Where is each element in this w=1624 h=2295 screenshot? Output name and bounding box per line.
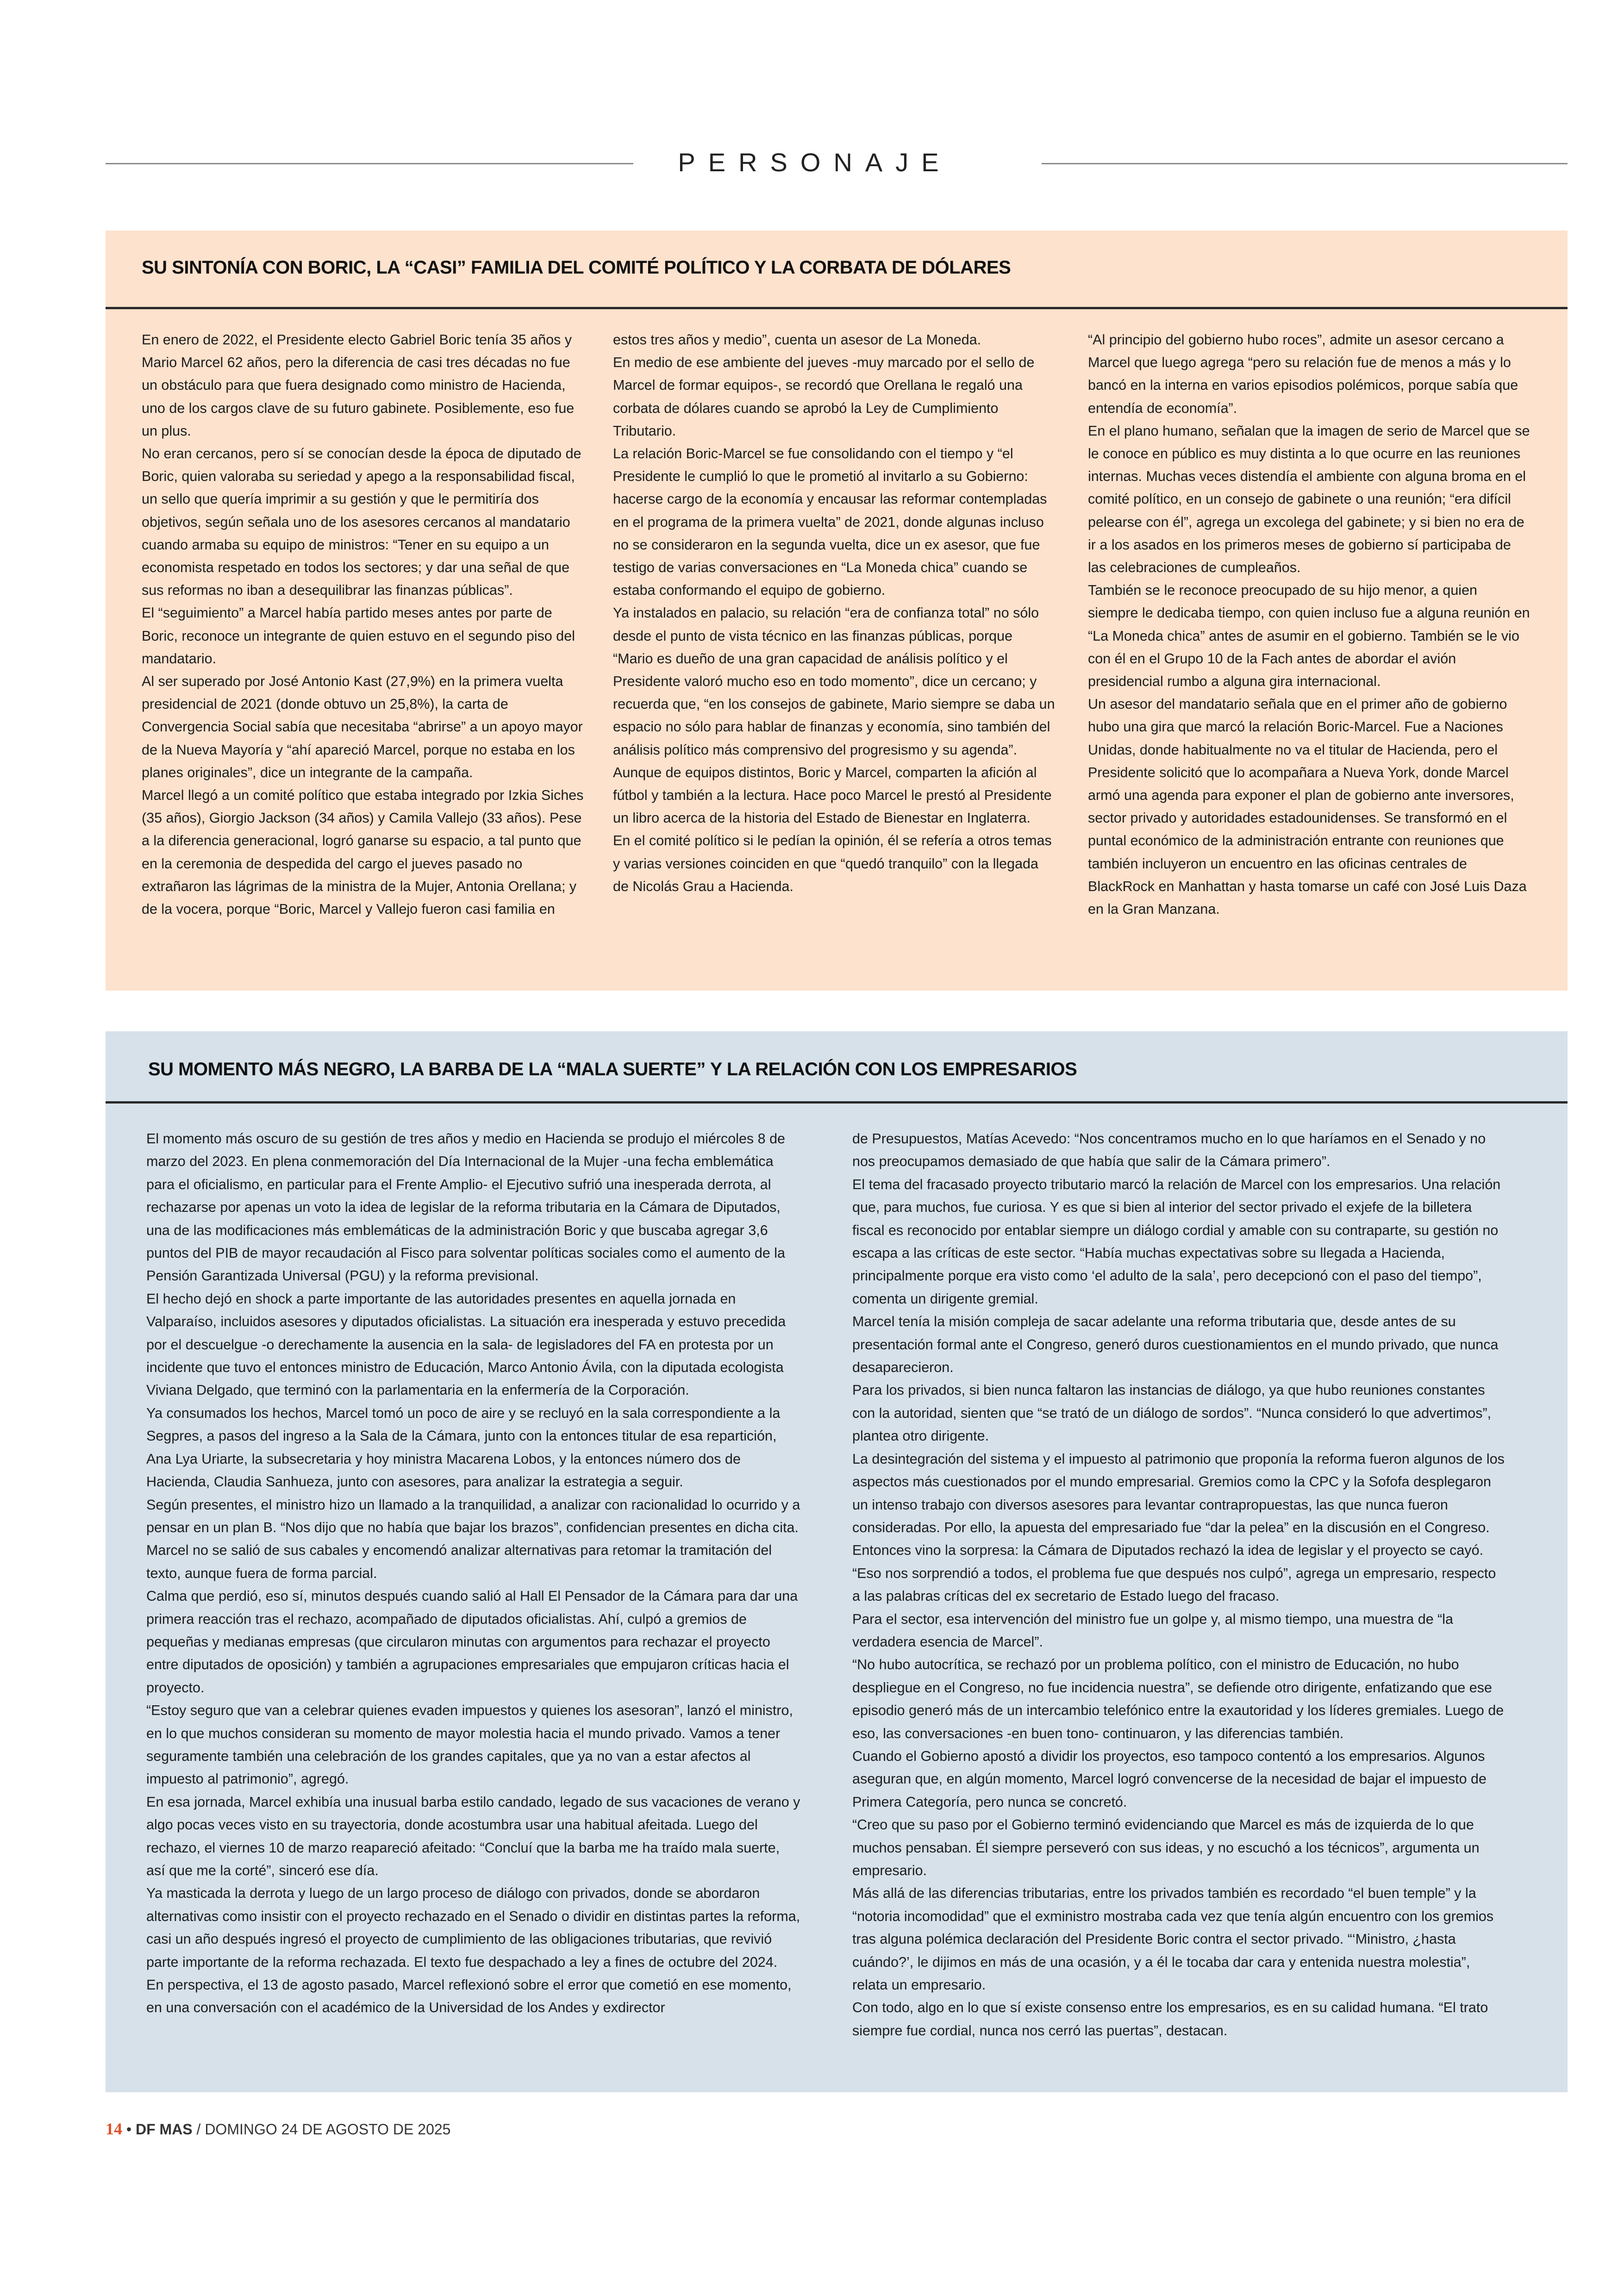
- box-title-band: [106, 231, 1568, 309]
- publication-date: DOMINGO 24 DE AGOSTO DE 2025: [205, 2121, 451, 2138]
- paragraph: “Creo que su paso por el Gobierno terminó evidenciando que Marcel es más de izquierda de lo que muchos pensaban. Él siempre perseveró con sus ideas, y no escuchó a los técnicos”, argumenta un empresario.: [852, 1817, 1480, 1878]
- paragraph: Ya instalados en palacio, su relación “era de confianza total” no sólo desde el punto de vista técnico en las finanzas públicas, porque “Mario es dueño de una gran capacidad de análisis político y el Presidente valoró mucho eso en todo momento”, dice un cercano; y recuerda que, “en los consejos de gabinete, Mario siempre se daba un espacio no sólo para hablar de finanzas y economía, sino también del análisis político más comprensivo del progresismo y su agenda”.: [613, 605, 1055, 758]
- paragraph: La desintegración del sistema y el impuesto al patrimonio que proponía la reforma fueron algunos de los aspectos más cuestionados por el mundo empresarial. Gremios como la CPC y la Sofofa desplegaron un intenso trabajo con diversos asesores para levantar contrapropuestas, las que nunca fueron consideradas. Por ello, la apuesta del empresariado fue “dar la pelea” en la discusión en el Congreso. Entonces vino la sorpresa: la Cámara de Diputados rechazó la idea de legislar y el proyecto se cayó. “Eso nos sorprendió a todos, el problema fue que después nos culpó”, agrega un empresario, respecto a las palabras críticas del ex secretario de Estado luego del fracaso.: [852, 1451, 1505, 1604]
- box-title: SU SINTONÍA CON BORIC, LA “CASI” FAMILIA DEL COMITÉ POLÍTICO Y LA CORBATA DE DÓLARES: [142, 257, 1011, 278]
- paragraph: En esa jornada, Marcel exhibía una inusual barba estilo candado, legado de sus vacaciones de verano y algo pocas veces visto en su trayectoria, donde acostumbra usar una habitual afeitada. Luego del rechazo, el viernes 10 de marzo reapareció afeitado: “Concluí que la barba me ha traído mala suerte, así que me la corté”, sinceró ese día.: [146, 1794, 800, 1878]
- article-box-momento-negro: [106, 1031, 1568, 2092]
- section-label: PERSONAJE: [678, 148, 952, 177]
- paragraph: “Al principio del gobierno hubo roces”, admite un asesor cercano a Marcel que luego agrega “pero su relación fue de menos a más y lo bancó en la interna en varios episodios polémicos, porque sabía que entendía de economía”.: [1088, 332, 1518, 416]
- paragraph: En el comité político si le pedían la opinión, él se refería a otros temas y varias versiones coinciden en que “quedó tranquilo” con la llegada de Nicolás Grau a Hacienda.: [613, 833, 1052, 894]
- footer-separator: /: [196, 2121, 201, 2138]
- paragraph: Un asesor del mandatario señala que en el primer año de gobierno hubo una gira que marcó la relación Boric-Marcel. Fue a Naciones Unidas, donde habitualmente no va el titular de Hacienda, pero el Presidente solicitó que lo acompañara a Nueva York, donde Marcel armó una agenda para exponer el plan de gobierno ante inversores, sector privado y autoridades estadounidenses. Se transformó en el puntal económico de la administración entrante con reuniones que también incluyeron un encuentro en las oficinas centrales de BlackRock en Manhattan y hasta tomarse un café con José Luis Daza en la Gran Manzana.: [1088, 696, 1527, 917]
- paragraph: Aunque de equipos distintos, Boric y Marcel, comparten la afición al fútbol y también a la lectura. Hace poco Marcel le prestó al Presidente un libro acerca de la historia del Estado de Bienestar en Inglaterra.: [613, 764, 1052, 826]
- article-box-sintonia: [106, 231, 1568, 991]
- paragraph: El momento más oscuro de su gestión de tres años y medio en Hacienda se produjo el miércoles 8 de marzo del 2023. En plena conmemoración del Día Internacional de la Mujer -una fecha emblemática para el oficialismo, en particular para el Frente Amplio- el Ejecutivo sufrió una inesperada derrota, al rechazarse por apenas un voto la idea de legislar de la reforma tributaria en la Cámara de Diputados, una de las modificaciones más emblemáticas de la administración Boric y que buscaba agregar 3,6 puntos del PIB de mayor recaudación al Fisco para solventar políticas sociales como el aumento de la Pensión Garantizada Universal (PGU) y la reforma previsional.: [146, 1131, 786, 1284]
- paragraph: El hecho dejó en shock a parte importante de las autoridades presentes en aquella jornada en Valparaíso, incluidos asesores y diputados oficialistas. La situación era inesperada y estuvo precedida por el descuelgue -o derechamente la ausencia en la sala- de legisladores del FA en protesta por un incidente que tuvo el entonces ministro de Educación, Marco Antonio Ávila, con la diputada ecologista Viviana Delgado, que terminó con la parlamentaria en la enfermería de la Corporación.: [146, 1291, 786, 1398]
- paragraph: Según presentes, el ministro hizo un llamado a la tranquilidad, a analizar con racionalidad lo ocurrido y a pensar en un plan B. “Nos dijo que no había que bajar los brazos”, confidencian presentes en dicha cita. Marcel no se salió de sus cabales y encomendó analizar alternativas para retomar la tramitación del texto, aunque fuera de forma parcial.: [146, 1497, 800, 1581]
- paragraph: Ya consumados los hechos, Marcel tomó un poco de aire y se recluyó en la sala correspondiente a la Segpres, a pasos del ingreso a la Sala de la Cámara, junto con la entonces titular de esa repartición, Ana Lya Uriarte, la subsecretaria y hoy ministra Macarena Lobos, y la entonces número dos de Hacienda, Claudia Sanhueza, junto con asesores, para analizar la estrategia a seguir.: [146, 1405, 781, 1490]
- paragraph: estos tres años y medio”, cuenta un asesor de La Moneda.: [613, 332, 981, 348]
- paragraph: También se le reconoce preocupado de su hijo menor, a quien siempre le dedicaba tiempo, con quien incluso fue a alguna reunión en “La Moneda chica” antes de asumir en el gobierno. También se le vio con él en el Grupo 10 de la Fach antes de abordar el avión presidencial rumbo a alguna gira internacional.: [1088, 582, 1530, 690]
- publication-name: DF MAS: [135, 2121, 193, 2138]
- header-rule-right: [1042, 163, 1568, 164]
- text-column-2: [852, 1128, 1507, 2042]
- paragraph: En enero de 2022, el Presidente electo Gabriel Boric tenía 35 años y Mario Marcel 62 años, pero la diferencia de casi tres décadas no fue un obstáculo para que fuera designado como ministro de Hacienda, uno de los cargos clave de su futuro gabinete. Posiblemente, eso fue un plus.: [142, 332, 575, 439]
- text-column-3: [1088, 329, 1530, 921]
- paragraph: Calma que perdió, eso sí, minutos después cuando salió al Hall El Pensador de la Cámara para dar una primera reacción tras el rechazo, acompañado de diputados oficialistas. Ahí, culpó a gremios de pequeñas y medianas empresas (que circularon minutas con argumentos para rechazar el proyecto entre diputados de oposición) y también a agrupaciones empresariales que empujaron críticas hacia el proyecto.: [146, 1588, 798, 1696]
- paragraph: Ya masticada la derrota y luego de un largo proceso de diálogo con privados, donde se abordaron alternativas como insistir con el proyecto rechazado en el Senado o dividir en distintas partes la reforma, casi un año después ingresó el proyecto de cumplimiento de las obligaciones tributarias, que revivió parte importante de la reforma rechazada. El texto fue despachado a ley a fines de octubre del 2024.: [146, 1885, 800, 1970]
- footer-bullet: •: [126, 2121, 132, 2138]
- paragraph: El tema del fracasado proyecto tributario marcó la relación de Marcel con los empresarios. Una relación que, para muchos, fue curiosa. Y es que si bien al interior del sector privado el exjefe de la billetera fiscal es reconocido por entablar siempre un diálogo cordial y amable con su contraparte, su gestión no escapa a las críticas de este sector. “Había muchas expectativas sobre su llegada a Hacienda, principalmente porque era visto como ‘el adulto de la sala’, pero decepcionó con el paso del tiempo”, comenta un dirigente gremial.: [852, 1176, 1501, 1307]
- paragraph: No eran cercanos, pero sí se conocían desde la época de diputado de Boric, quien valoraba su seriedad y apego a la responsabilidad fiscal, un sello que quería imprimir a su gestión y que le permitiría dos objetivos, según señala uno de los asesores cercanos al mandatario cuando armaba su equipo de ministros: “Tener en su equipo a un economista respetado en todos los sectores; y dar una señal de que sus reformas no iban a desequilibrar las finanzas públicas”.: [142, 446, 581, 599]
- paragraph: En el plano humano, señalan que la imagen de serio de Marcel que se le conoce en público es muy distinta a lo que ocurre en las reuniones internas. Muchas veces distendía el ambiente con alguna broma en el comité político, en un consejo de gabinete o una reunión; “era difícil pelearse con él”, agrega un excolega del gabinete; y si bien no era de ir a los asados en los primeros meses de gobierno sí participaba de las celebraciones de cumpleaños.: [1088, 423, 1530, 576]
- box-title: SU MOMENTO MÁS NEGRO, LA BARBA DE LA “MALA SUERTE” Y LA RELACIÓN CON LOS EMPRESARIOS: [148, 1059, 1077, 1079]
- paragraph: Con todo, algo en lo que sí existe consenso entre los empresarios, es en su calidad humana. “El trato siempre fue cordial, nunca nos cerró las puertas”, destacan.: [852, 2000, 1488, 2039]
- page-footer: [106, 2119, 450, 2139]
- paragraph: El “seguimiento” a Marcel había partido meses antes por parte de Boric, reconoce un integrante de quien estuvo en el segundo piso del mandatario.: [142, 605, 575, 667]
- paragraph: de Presupuestos, Matías Acevedo: “Nos concentramos mucho en lo que haríamos en el Senado y no nos preocupamos demasiado de que había que salir de la Cámara primero”.: [852, 1131, 1486, 1170]
- paragraph: Más allá de las diferencias tributarias, entre los privados también es recordado “el buen temple” y la “notoria incomodidad” que el exministro mostraba cada vez que tenía algún encuentro con los gremios tras alguna polémica declaración del Presidente Boric contra el sector privado. “‘Ministro, ¿hasta cuándo?’, le dijimos en más de una ocasión, y a él le tocaba dar cara y entenida nuestra molestia”, relata un empresario.: [852, 1885, 1494, 1993]
- text-column-1: [146, 1128, 801, 2020]
- paragraph: Marcel tenía la misión compleja de sacar adelante una reforma tributaria que, desde antes de su presentación formal ante el Congreso, generó duros cuestionamientos en el mundo privado, que nunca desaparecieron.: [852, 1314, 1499, 1376]
- paragraph: “No hubo autocrítica, se rechazó por un problema político, con el ministro de Educación, no hubo despliegue en el Congreso, no fue incidencia nuestra”, se defiende otro dirigente, enfatizando que ese episodio generó más de un intercambio telefónico entre la exautoridad y los líderes gremiales. Luego de eso, las conversaciones -en buen tono- continuaron, y las diferencias también.: [852, 1657, 1504, 1741]
- text-column-2: [613, 329, 1055, 898]
- paragraph: En perspectiva, el 13 de agosto pasado, Marcel reflexionó sobre el error que cometió en ese momento, en una conversación con el académico de la Universidad de los Andes y exdirector: [146, 1977, 792, 2016]
- header-rule-left: [106, 163, 633, 164]
- paragraph: La relación Boric-Marcel se fue consolidando con el tiempo y “el Presidente le cumplió lo que le prometió al invitarlo a su Gobierno: hacerse cargo de la economía y encausar las reformar contempladas en el programa de la primera vuelta” de 2021, donde algunas incluso no se consideraron en la segunda vuelta, dice un ex asesor, que fue testigo de varias conversaciones en “La Moneda chica” cuando se estaba conformando el equipo de gobierno.: [613, 446, 1047, 599]
- paragraph: Para los privados, si bien nunca faltaron las instancias de diálogo, ya que hubo reuniones constantes con la autoridad, sienten que “se trató de un diálogo de sordos”. “Nunca consideró lo que advertimos”, plantea otro dirigente.: [852, 1382, 1492, 1444]
- paragraph: “Estoy seguro que van a celebrar quienes evaden impuestos y quienes los asesoran”, lanzó el ministro, en lo que muchos consideran su momento de mayor molestia hacia el mundo privado. Vamos a tener seguramente también una celebración de los grandes capitales, que ya no van a estar afectos al impuesto al patrimonio”, agregó.: [146, 1703, 793, 1787]
- paragraph: Al ser superado por José Antonio Kast (27,9%) en la primera vuelta presidencial de 2021 (donde obtuvo un 25,8%), la carta de Convergencia Social sabía que necesitaba “abrirse” a un apoyo mayor de la Nueva Mayoría y “ahí apareció Marcel, porque no estaba en los planes originales”, dice un integrante de la campaña.: [142, 674, 583, 780]
- paragraph: En medio de ese ambiente del jueves -muy marcado por el sello de Marcel de formar equipos-, se recordó que Orellana le regaló una corbata de dólares cuando se aprobó la Ley de Cumplimiento Tributario.: [613, 355, 1035, 439]
- text-column-1: [142, 329, 584, 921]
- page-number: 14: [106, 2120, 122, 2138]
- paragraph: Cuando el Gobierno apostó a dividir los proyectos, eso tampoco contentó a los empresarios. Algunos aseguran que, en algún momento, Marcel logró convencerse de la necesidad de bajar el impuesto de Primera Categoría, pero nunca se concretó.: [852, 1748, 1487, 1810]
- paragraph: Para el sector, esa intervención del ministro fue un golpe y, al mismo tiempo, una muestra de “la verdadera esencia de Marcel”.: [852, 1611, 1454, 1650]
- box-title-band: [106, 1031, 1568, 1104]
- paragraph: Marcel llegó a un comité político que estaba integrado por Izkia Siches (35 años), Giorgio Jackson (34 años) y Camila Vallejo (33 años). Pese a la diferencia generacional, logró ganarse su espacio, a tal punto que en la ceremonia de despedida del cargo el jueves pasado no extrañaron las lágrimas de la ministra de la Mujer, Antonia Orellana; y de la vocera, porque “Boric, Marcel y Vallejo fueron casi familia en: [142, 787, 584, 917]
